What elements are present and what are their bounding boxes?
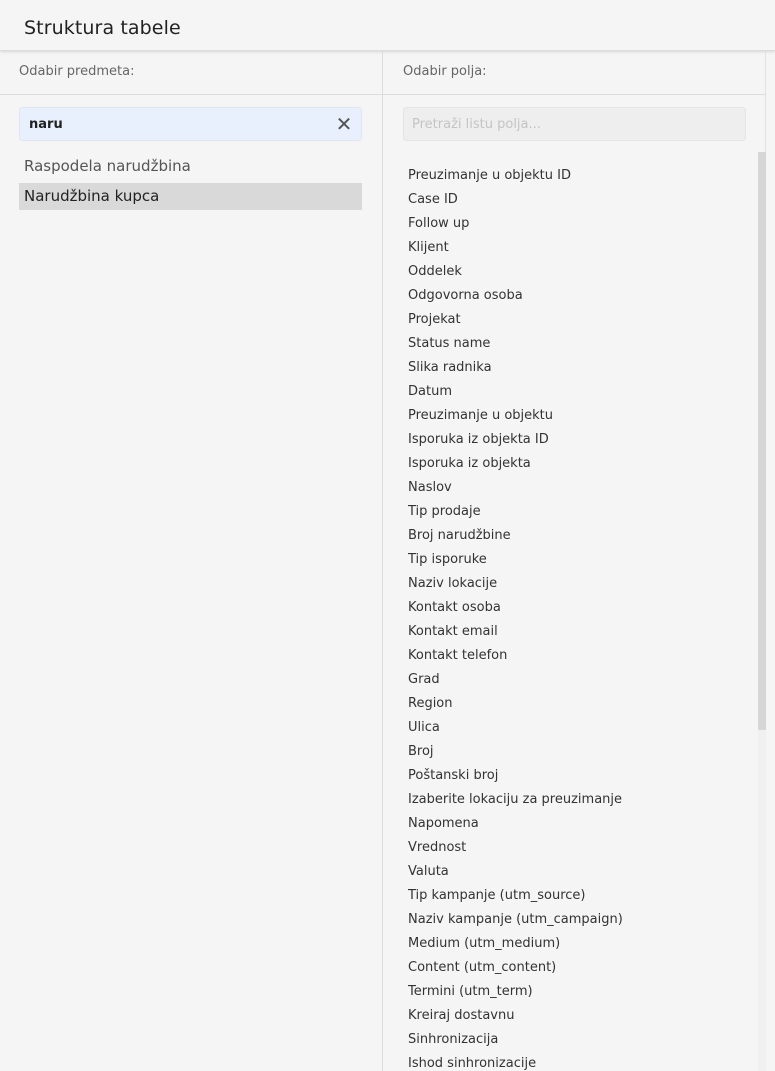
field-item[interactable]: Slika radnika <box>408 360 492 375</box>
field-item[interactable]: Naziv kampanje (utm_campaign) <box>408 912 623 927</box>
field-list-scrollbar-thumb[interactable] <box>758 152 766 730</box>
panel-divider <box>382 51 383 1071</box>
field-item[interactable]: Grad <box>408 672 440 687</box>
field-item[interactable]: Valuta <box>408 864 449 879</box>
field-item[interactable]: Case ID <box>408 192 458 207</box>
field-list <box>403 164 753 1071</box>
field-item[interactable]: Sinhronizacija <box>408 1032 499 1047</box>
field-item[interactable]: Kontakt osoba <box>408 600 501 615</box>
subject-search-input[interactable] <box>19 107 362 141</box>
field-item[interactable]: Medium (utm_medium) <box>408 936 561 951</box>
subject-list <box>19 153 362 213</box>
field-item[interactable]: Ishod sinhronizacije <box>408 1056 537 1071</box>
field-item[interactable]: Content (utm_content) <box>408 960 557 975</box>
field-search-input[interactable] <box>403 107 746 141</box>
field-item[interactable]: Datum <box>408 384 452 399</box>
field-item[interactable]: Kontakt telefon <box>408 648 508 663</box>
field-item[interactable]: Region <box>408 696 453 711</box>
fields-header: Odabir polja: <box>383 51 765 95</box>
field-item[interactable]: Oddelek <box>408 264 462 279</box>
field-item[interactable]: Izaberite lokaciju za preuzimanje <box>408 792 623 807</box>
field-item[interactable]: Poštanski broj <box>408 768 499 783</box>
field-item[interactable]: Naslov <box>408 480 452 495</box>
title-bar <box>0 0 775 51</box>
subject-search-value[interactable]: naru <box>29 117 63 132</box>
field-item[interactable]: Projekat <box>408 312 461 327</box>
field-item[interactable]: Preuzimanje u objektu ID <box>408 168 571 183</box>
field-item[interactable]: Kreiraj dostavnu <box>408 1008 515 1023</box>
field-item[interactable]: Vrednost <box>408 840 467 855</box>
field-item[interactable]: Kontakt email <box>408 624 498 639</box>
field-item[interactable]: Isporuka iz objekta <box>408 456 531 471</box>
field-item[interactable]: Tip isporuke <box>408 552 487 567</box>
field-item[interactable]: Naziv lokacije <box>408 576 498 591</box>
field-item[interactable]: Isporuka iz objekta ID <box>408 432 549 447</box>
field-item[interactable]: Broj <box>408 744 434 759</box>
field-item[interactable]: Napomena <box>408 816 479 831</box>
field-item[interactable]: Tip prodaje <box>408 504 481 519</box>
field-item[interactable]: Preuzimanje u objektu <box>408 408 554 423</box>
field-item[interactable]: Klijent <box>408 240 449 255</box>
field-item[interactable]: Odgovorna osoba <box>408 288 523 303</box>
field-item[interactable]: Broj narudžbine <box>408 528 511 543</box>
subject-item[interactable]: Narudžbina kupca <box>19 183 362 210</box>
subject-item[interactable]: Raspodela narudžbina <box>24 157 191 175</box>
field-item[interactable]: Follow up <box>408 216 470 231</box>
subjects-header: Odabir predmeta: <box>0 51 382 95</box>
field-item[interactable]: Termini (utm_term) <box>408 984 533 999</box>
page-title: Struktura tabele <box>24 17 181 39</box>
field-item[interactable]: Tip kampanje (utm_source) <box>408 888 586 903</box>
close-icon[interactable]: ✕ <box>335 112 353 136</box>
field-item[interactable]: Ulica <box>408 720 440 735</box>
field-item[interactable]: Status name <box>408 336 491 351</box>
